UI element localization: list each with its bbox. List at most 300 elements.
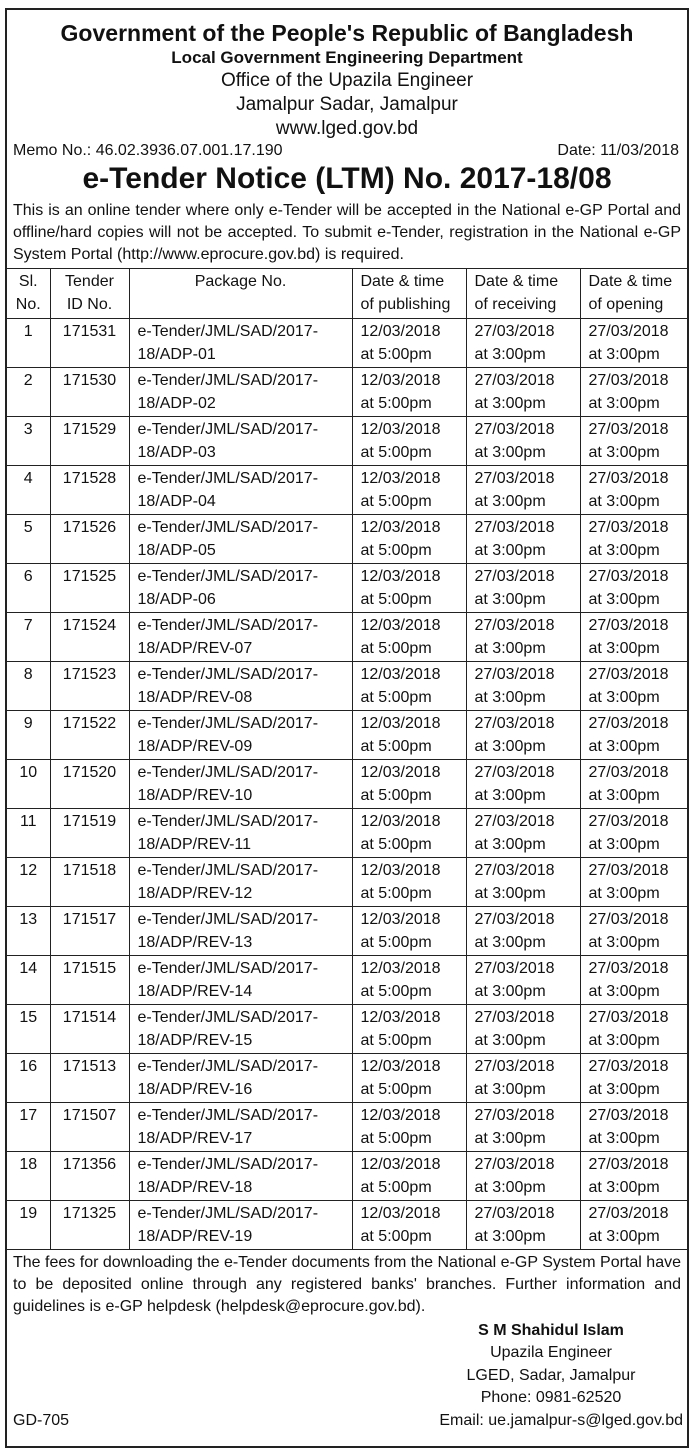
cell-tender-id-text: 171518 (62, 861, 117, 879)
cell-tender-id-text: 171525 (62, 567, 117, 585)
table-row (7, 759, 687, 808)
col-header-receiving-line2: of receiving (474, 296, 557, 314)
cell-sl-text: 9 (23, 714, 33, 732)
cell-receiving-text: at 3:00pm (474, 444, 546, 462)
cell-package-text: 18/ADP/REV-08 (137, 689, 253, 707)
cell-package-text: 18/ADP/REV-17 (137, 1130, 253, 1148)
cell-receiving-text: at 3:00pm (474, 1032, 546, 1050)
cell-package-text: 18/ADP-01 (137, 346, 216, 364)
cell-sl (7, 318, 50, 367)
cell-tender-id-text: 171530 (62, 371, 117, 389)
cell-publishing-text: 12/03/2018 (360, 959, 441, 977)
cell-opening-text: 27/03/2018 (588, 567, 669, 585)
table-row (7, 906, 687, 955)
memo-number: Memo No.: 46.02.3936.07.001.17.190 (13, 141, 283, 159)
tender-table (7, 268, 687, 1250)
cell-publishing-text: at 5:00pm (360, 640, 432, 658)
cell-sl-text: 18 (19, 1155, 38, 1173)
cell-package (129, 661, 352, 710)
cell-package (129, 710, 352, 759)
cell-opening-text: 27/03/2018 (588, 371, 669, 389)
cell-sl-text: 15 (19, 1008, 38, 1026)
cell-publishing-text: 12/03/2018 (360, 420, 441, 438)
cell-sl (7, 367, 50, 416)
cell-tender-id (50, 514, 129, 563)
cell-package (129, 759, 352, 808)
cell-opening (580, 1102, 687, 1151)
cell-tender-id-text: 171524 (62, 616, 117, 634)
cell-publishing-text: 12/03/2018 (360, 763, 441, 781)
cell-sl (7, 1200, 50, 1249)
table-row (7, 1200, 687, 1249)
cell-publishing-text: 12/03/2018 (360, 518, 441, 536)
cell-tender-id (50, 661, 129, 710)
cell-publishing (352, 710, 466, 759)
cell-receiving-text: at 3:00pm (474, 1081, 546, 1099)
cell-sl (7, 563, 50, 612)
cell-publishing-text: at 5:00pm (360, 836, 432, 854)
cell-publishing-text: at 5:00pm (360, 1032, 432, 1050)
cell-publishing (352, 1004, 466, 1053)
cell-opening (580, 759, 687, 808)
cell-publishing-text: at 5:00pm (360, 738, 432, 756)
col-header-package-line1: Package No. (194, 272, 287, 290)
cell-package-text: e-Tender/JML/SAD/2017- (137, 812, 319, 830)
cell-publishing-text: 12/03/2018 (360, 469, 441, 487)
cell-publishing-text: 12/03/2018 (360, 665, 441, 683)
cell-tender-id (50, 1151, 129, 1200)
cell-receiving-text: 27/03/2018 (474, 518, 555, 536)
cell-opening-text: 27/03/2018 (588, 861, 669, 879)
cell-opening-text: at 3:00pm (588, 1130, 660, 1148)
cell-opening-text: 27/03/2018 (588, 1155, 669, 1173)
cell-tender-id-text: 171523 (62, 665, 117, 683)
cell-publishing-text: at 5:00pm (360, 542, 432, 560)
cell-tender-id (50, 465, 129, 514)
cell-publishing-text: at 5:00pm (360, 1130, 432, 1148)
cell-tender-id-text: 171528 (62, 469, 117, 487)
cell-receiving-text: 27/03/2018 (474, 861, 555, 879)
cell-sl (7, 1102, 50, 1151)
cell-package-text: e-Tender/JML/SAD/2017- (137, 567, 319, 585)
cell-sl (7, 416, 50, 465)
document-code: GD-705 (13, 1411, 70, 1429)
cell-package (129, 1004, 352, 1053)
cell-opening-text: 27/03/2018 (588, 665, 669, 683)
cell-package-text: e-Tender/JML/SAD/2017- (137, 371, 319, 389)
cell-opening-text: 27/03/2018 (588, 714, 669, 732)
table-body (7, 318, 687, 1249)
cell-opening-text: 27/03/2018 (588, 1008, 669, 1026)
cell-tender-id (50, 1102, 129, 1151)
cell-package-text: 18/ADP/REV-12 (137, 885, 253, 903)
cell-receiving-text: 27/03/2018 (474, 1155, 555, 1173)
cell-opening-text: at 3:00pm (588, 395, 660, 413)
cell-package-text: e-Tender/JML/SAD/2017- (137, 616, 319, 634)
cell-publishing (352, 759, 466, 808)
cell-publishing-text: 12/03/2018 (360, 616, 441, 634)
cell-sl (7, 1004, 50, 1053)
signatory-email[interactable]: Email: ue.jamalpur-s@lged.gov.bd (439, 1411, 683, 1429)
cell-receiving-text: at 3:00pm (474, 934, 546, 952)
cell-tender-id (50, 857, 129, 906)
cell-package-text: 18/ADP/REV-07 (137, 640, 253, 658)
cell-opening-text: 27/03/2018 (588, 812, 669, 830)
cell-package (129, 1053, 352, 1102)
cell-receiving-text: 27/03/2018 (474, 1106, 555, 1124)
cell-opening-text: 27/03/2018 (588, 763, 669, 781)
cell-package (129, 808, 352, 857)
cell-opening-text: at 3:00pm (588, 983, 660, 1001)
cell-publishing (352, 318, 466, 367)
table-row (7, 416, 687, 465)
cell-publishing-text: 12/03/2018 (360, 322, 441, 340)
cell-publishing-text: 12/03/2018 (360, 861, 441, 879)
cell-sl-text: 14 (19, 959, 38, 977)
cell-package (129, 465, 352, 514)
cell-publishing-text: at 5:00pm (360, 934, 432, 952)
cell-package (129, 367, 352, 416)
cell-sl (7, 759, 50, 808)
cell-receiving-text: 27/03/2018 (474, 812, 555, 830)
cell-receiving-text: at 3:00pm (474, 1130, 546, 1148)
cell-publishing (352, 514, 466, 563)
cell-package (129, 1102, 352, 1151)
cell-receiving-text: at 3:00pm (474, 1179, 546, 1197)
cell-tender-id-text: 171513 (62, 1057, 117, 1075)
cell-package-text: e-Tender/JML/SAD/2017- (137, 1106, 319, 1124)
cell-opening-text: at 3:00pm (588, 787, 660, 805)
cell-opening (580, 1004, 687, 1053)
cell-receiving (466, 563, 580, 612)
cell-publishing-text: 12/03/2018 (360, 1057, 441, 1075)
cell-receiving-text: 27/03/2018 (474, 420, 555, 438)
cell-opening-text: at 3:00pm (588, 1081, 660, 1099)
cell-sl (7, 514, 50, 563)
cell-tender-id-text: 171515 (62, 959, 117, 977)
cell-opening (580, 955, 687, 1004)
cell-receiving (466, 1102, 580, 1151)
cell-opening-text: 27/03/2018 (588, 518, 669, 536)
cell-sl-text: 11 (19, 812, 37, 830)
cell-publishing-text: at 5:00pm (360, 395, 432, 413)
cell-tender-id (50, 710, 129, 759)
cell-tender-id-text: 171514 (62, 1008, 117, 1026)
cell-package (129, 857, 352, 906)
cell-package-text: 18/ADP-04 (137, 493, 216, 511)
cell-publishing-text: 12/03/2018 (360, 910, 441, 928)
col-header-tender-id-line2: ID No. (66, 296, 113, 314)
cell-sl (7, 661, 50, 710)
cell-receiving (466, 367, 580, 416)
cell-receiving (466, 318, 580, 367)
cell-receiving-text: 27/03/2018 (474, 567, 555, 585)
cell-opening (580, 906, 687, 955)
cell-receiving (466, 857, 580, 906)
cell-package (129, 1200, 352, 1249)
cell-receiving (466, 1053, 580, 1102)
cell-package-text: e-Tender/JML/SAD/2017- (137, 1204, 319, 1222)
cell-receiving (466, 710, 580, 759)
table-row (7, 514, 687, 563)
cell-publishing-text: at 5:00pm (360, 346, 432, 364)
cell-receiving-text: at 3:00pm (474, 787, 546, 805)
cell-opening-text: at 3:00pm (588, 885, 660, 903)
cell-publishing (352, 1053, 466, 1102)
cell-tender-id (50, 1200, 129, 1249)
cell-receiving-text: 27/03/2018 (474, 1204, 555, 1222)
cell-tender-id-text: 171356 (62, 1155, 117, 1173)
cell-receiving (466, 1004, 580, 1053)
table-row (7, 1053, 687, 1102)
cell-opening-text: 27/03/2018 (588, 469, 669, 487)
cell-tender-id-text: 171517 (62, 910, 117, 928)
signatory-name: S M Shahidul Islam (478, 1321, 624, 1339)
cell-publishing-text: at 5:00pm (360, 1228, 432, 1246)
cell-publishing-text: 12/03/2018 (360, 1008, 441, 1026)
cell-publishing-text: at 5:00pm (360, 591, 432, 609)
cell-sl-text: 13 (19, 910, 38, 928)
cell-sl (7, 1151, 50, 1200)
table-row (7, 955, 687, 1004)
col-header-receiving (466, 268, 580, 318)
signature-block (7, 1320, 687, 1410)
cell-opening-text: at 3:00pm (588, 444, 660, 462)
table-row (7, 710, 687, 759)
col-header-opening-line2: of opening (588, 296, 664, 314)
cell-publishing-text: 12/03/2018 (360, 567, 441, 585)
col-header-publishing-line2: of publishing (360, 296, 451, 314)
cell-publishing-text: at 5:00pm (360, 1179, 432, 1197)
cell-sl (7, 710, 50, 759)
cell-receiving-text: 27/03/2018 (474, 714, 555, 732)
col-header-publishing (352, 268, 466, 318)
cell-sl-text: 3 (23, 420, 33, 438)
cell-opening (580, 367, 687, 416)
cell-sl (7, 808, 50, 857)
cell-publishing-text: at 5:00pm (360, 1081, 432, 1099)
cell-sl-text: 1 (23, 322, 33, 340)
col-header-receiving-line1: Date & time (474, 272, 559, 290)
cell-tender-id (50, 367, 129, 416)
cell-receiving (466, 1151, 580, 1200)
cell-tender-id-text: 171522 (62, 714, 117, 732)
cell-receiving-text: at 3:00pm (474, 493, 546, 511)
footer-paragraph: The fees for downloading the e-Tender documents from the National e-GP System Portal have to be deposited online through any registered banks' branches. Further information and guidelines is e-GP helpdesk (helpdesk@eprocure.gov.bd). (13, 1253, 681, 1315)
bottom-row (7, 1410, 687, 1433)
cell-package-text: 18/ADP-06 (137, 591, 216, 609)
government-heading: Government of the People's Republic of Bangladesh (60, 20, 634, 46)
cell-opening-text: 27/03/2018 (588, 322, 669, 340)
cell-receiving (466, 1200, 580, 1249)
table-row (7, 612, 687, 661)
cell-receiving-text: 27/03/2018 (474, 763, 555, 781)
cell-package-text: 18/ADP/REV-13 (137, 934, 253, 952)
cell-opening (580, 1151, 687, 1200)
cell-package (129, 514, 352, 563)
cell-receiving-text: 27/03/2018 (474, 959, 555, 977)
cell-receiving-text: at 3:00pm (474, 395, 546, 413)
cell-opening-text: 27/03/2018 (588, 1057, 669, 1075)
cell-sl-text: 2 (23, 371, 33, 389)
cell-opening (580, 710, 687, 759)
cell-tender-id-text: 171531 (62, 322, 117, 340)
cell-publishing-text: 12/03/2018 (360, 1204, 441, 1222)
cell-receiving (466, 759, 580, 808)
col-header-publishing-line1: Date & time (360, 272, 445, 290)
department-heading: Local Government Engineering Department (171, 48, 523, 68)
cell-sl-text: 5 (23, 518, 33, 536)
cell-package-text: e-Tender/JML/SAD/2017- (137, 861, 319, 879)
cell-publishing (352, 955, 466, 1004)
cell-package-text: e-Tender/JML/SAD/2017- (137, 1008, 319, 1026)
cell-sl (7, 1053, 50, 1102)
cell-package-text: 18/ADP/REV-11 (137, 836, 252, 854)
cell-opening-text: at 3:00pm (588, 493, 660, 511)
cell-publishing (352, 1200, 466, 1249)
cell-package (129, 612, 352, 661)
cell-receiving-text: at 3:00pm (474, 1228, 546, 1246)
cell-receiving (466, 808, 580, 857)
cell-tender-id (50, 1004, 129, 1053)
cell-tender-id (50, 1053, 129, 1102)
cell-receiving-text: 27/03/2018 (474, 371, 555, 389)
cell-package-text: e-Tender/JML/SAD/2017- (137, 910, 319, 928)
cell-sl-text: 8 (23, 665, 33, 683)
cell-receiving (466, 416, 580, 465)
cell-receiving-text: at 3:00pm (474, 591, 546, 609)
cell-opening (580, 563, 687, 612)
cell-tender-id-text: 171520 (62, 763, 117, 781)
cell-opening (580, 416, 687, 465)
cell-package-text: 18/ADP/REV-15 (137, 1032, 253, 1050)
cell-opening-text: 27/03/2018 (588, 910, 669, 928)
cell-tender-id-text: 171325 (62, 1204, 117, 1222)
cell-opening-text: 27/03/2018 (588, 1106, 669, 1124)
cell-receiving-text: at 3:00pm (474, 738, 546, 756)
cell-package-text: 18/ADP/REV-14 (137, 983, 253, 1001)
cell-receiving-text: 27/03/2018 (474, 665, 555, 683)
col-header-sl (7, 268, 50, 318)
cell-receiving-text: at 3:00pm (474, 983, 546, 1001)
cell-opening-text: at 3:00pm (588, 640, 660, 658)
cell-receiving (466, 465, 580, 514)
cell-package (129, 416, 352, 465)
cell-sl-text: 7 (23, 616, 33, 634)
cell-opening-text: at 3:00pm (588, 591, 660, 609)
cell-sl-text: 16 (19, 1057, 38, 1075)
cell-opening (580, 1200, 687, 1249)
cell-opening-text: at 3:00pm (588, 738, 660, 756)
cell-sl-text: 17 (19, 1106, 38, 1124)
cell-tender-id (50, 955, 129, 1004)
cell-publishing-text: 12/03/2018 (360, 812, 441, 830)
cell-opening (580, 318, 687, 367)
cell-publishing-text: at 5:00pm (360, 689, 432, 707)
cell-tender-id (50, 318, 129, 367)
table-row (7, 808, 687, 857)
cell-package-text: e-Tender/JML/SAD/2017- (137, 322, 319, 340)
cell-package-text: 18/ADP/REV-10 (137, 787, 253, 805)
cell-sl-text: 12 (19, 861, 38, 879)
cell-tender-id (50, 612, 129, 661)
cell-publishing (352, 661, 466, 710)
cell-opening-text: at 3:00pm (588, 934, 660, 952)
table-row (7, 1004, 687, 1053)
cell-package-text: 18/ADP/REV-18 (137, 1179, 253, 1197)
table-row (7, 1102, 687, 1151)
cell-opening (580, 857, 687, 906)
cell-tender-id (50, 563, 129, 612)
cell-package-text: e-Tender/JML/SAD/2017- (137, 763, 319, 781)
cell-publishing-text: at 5:00pm (360, 787, 432, 805)
cell-package-text: 18/ADP/REV-19 (137, 1228, 253, 1246)
col-header-sl-line2: No. (15, 296, 41, 314)
cell-opening (580, 1053, 687, 1102)
cell-package-text: e-Tender/JML/SAD/2017- (137, 518, 319, 536)
col-header-opening (580, 268, 687, 318)
cell-publishing-text: at 5:00pm (360, 444, 432, 462)
cell-package-text: e-Tender/JML/SAD/2017- (137, 665, 319, 683)
memo-row (7, 140, 687, 160)
memo-date: Date: 11/03/2018 (557, 141, 679, 159)
cell-receiving (466, 612, 580, 661)
website-link[interactable]: www.lged.gov.bd (275, 117, 419, 139)
cell-package-text: e-Tender/JML/SAD/2017- (137, 469, 319, 487)
cell-publishing-text: at 5:00pm (360, 885, 432, 903)
col-header-tender-id-line1: Tender (65, 272, 114, 290)
cell-sl (7, 955, 50, 1004)
cell-tender-id (50, 808, 129, 857)
table-row (7, 661, 687, 710)
table-row (7, 857, 687, 906)
cell-package (129, 318, 352, 367)
cell-opening (580, 612, 687, 661)
cell-receiving-text: at 3:00pm (474, 689, 546, 707)
cell-receiving-text: at 3:00pm (474, 640, 546, 658)
tender-notice (5, 8, 689, 1448)
cell-publishing (352, 612, 466, 661)
cell-sl-text: 10 (19, 763, 38, 781)
cell-opening (580, 465, 687, 514)
cell-publishing (352, 416, 466, 465)
cell-opening-text: at 3:00pm (588, 346, 660, 364)
cell-sl (7, 465, 50, 514)
cell-receiving (466, 661, 580, 710)
cell-package-text: e-Tender/JML/SAD/2017- (137, 1057, 319, 1075)
cell-receiving (466, 906, 580, 955)
cell-package (129, 1151, 352, 1200)
cell-opening-text: at 3:00pm (588, 689, 660, 707)
cell-publishing (352, 563, 466, 612)
cell-publishing (352, 465, 466, 514)
cell-sl (7, 906, 50, 955)
cell-publishing-text: at 5:00pm (360, 983, 432, 1001)
cell-opening-text: at 3:00pm (588, 1032, 660, 1050)
signatory-phone: Phone: 0981-62520 (480, 1389, 622, 1407)
cell-receiving (466, 514, 580, 563)
table-row (7, 1151, 687, 1200)
cell-receiving-text: at 3:00pm (474, 346, 546, 364)
cell-receiving-text: 27/03/2018 (474, 1008, 555, 1026)
cell-package-text: 18/ADP/REV-09 (137, 738, 253, 756)
cell-opening-text: 27/03/2018 (588, 616, 669, 634)
office-heading: Office of the Upazila Engineer (220, 69, 474, 91)
cell-receiving-text: 27/03/2018 (474, 469, 555, 487)
cell-tender-id-text: 171526 (62, 518, 117, 536)
signatory-office: LGED, Sadar, Jamalpur (466, 1366, 636, 1384)
cell-tender-id (50, 906, 129, 955)
